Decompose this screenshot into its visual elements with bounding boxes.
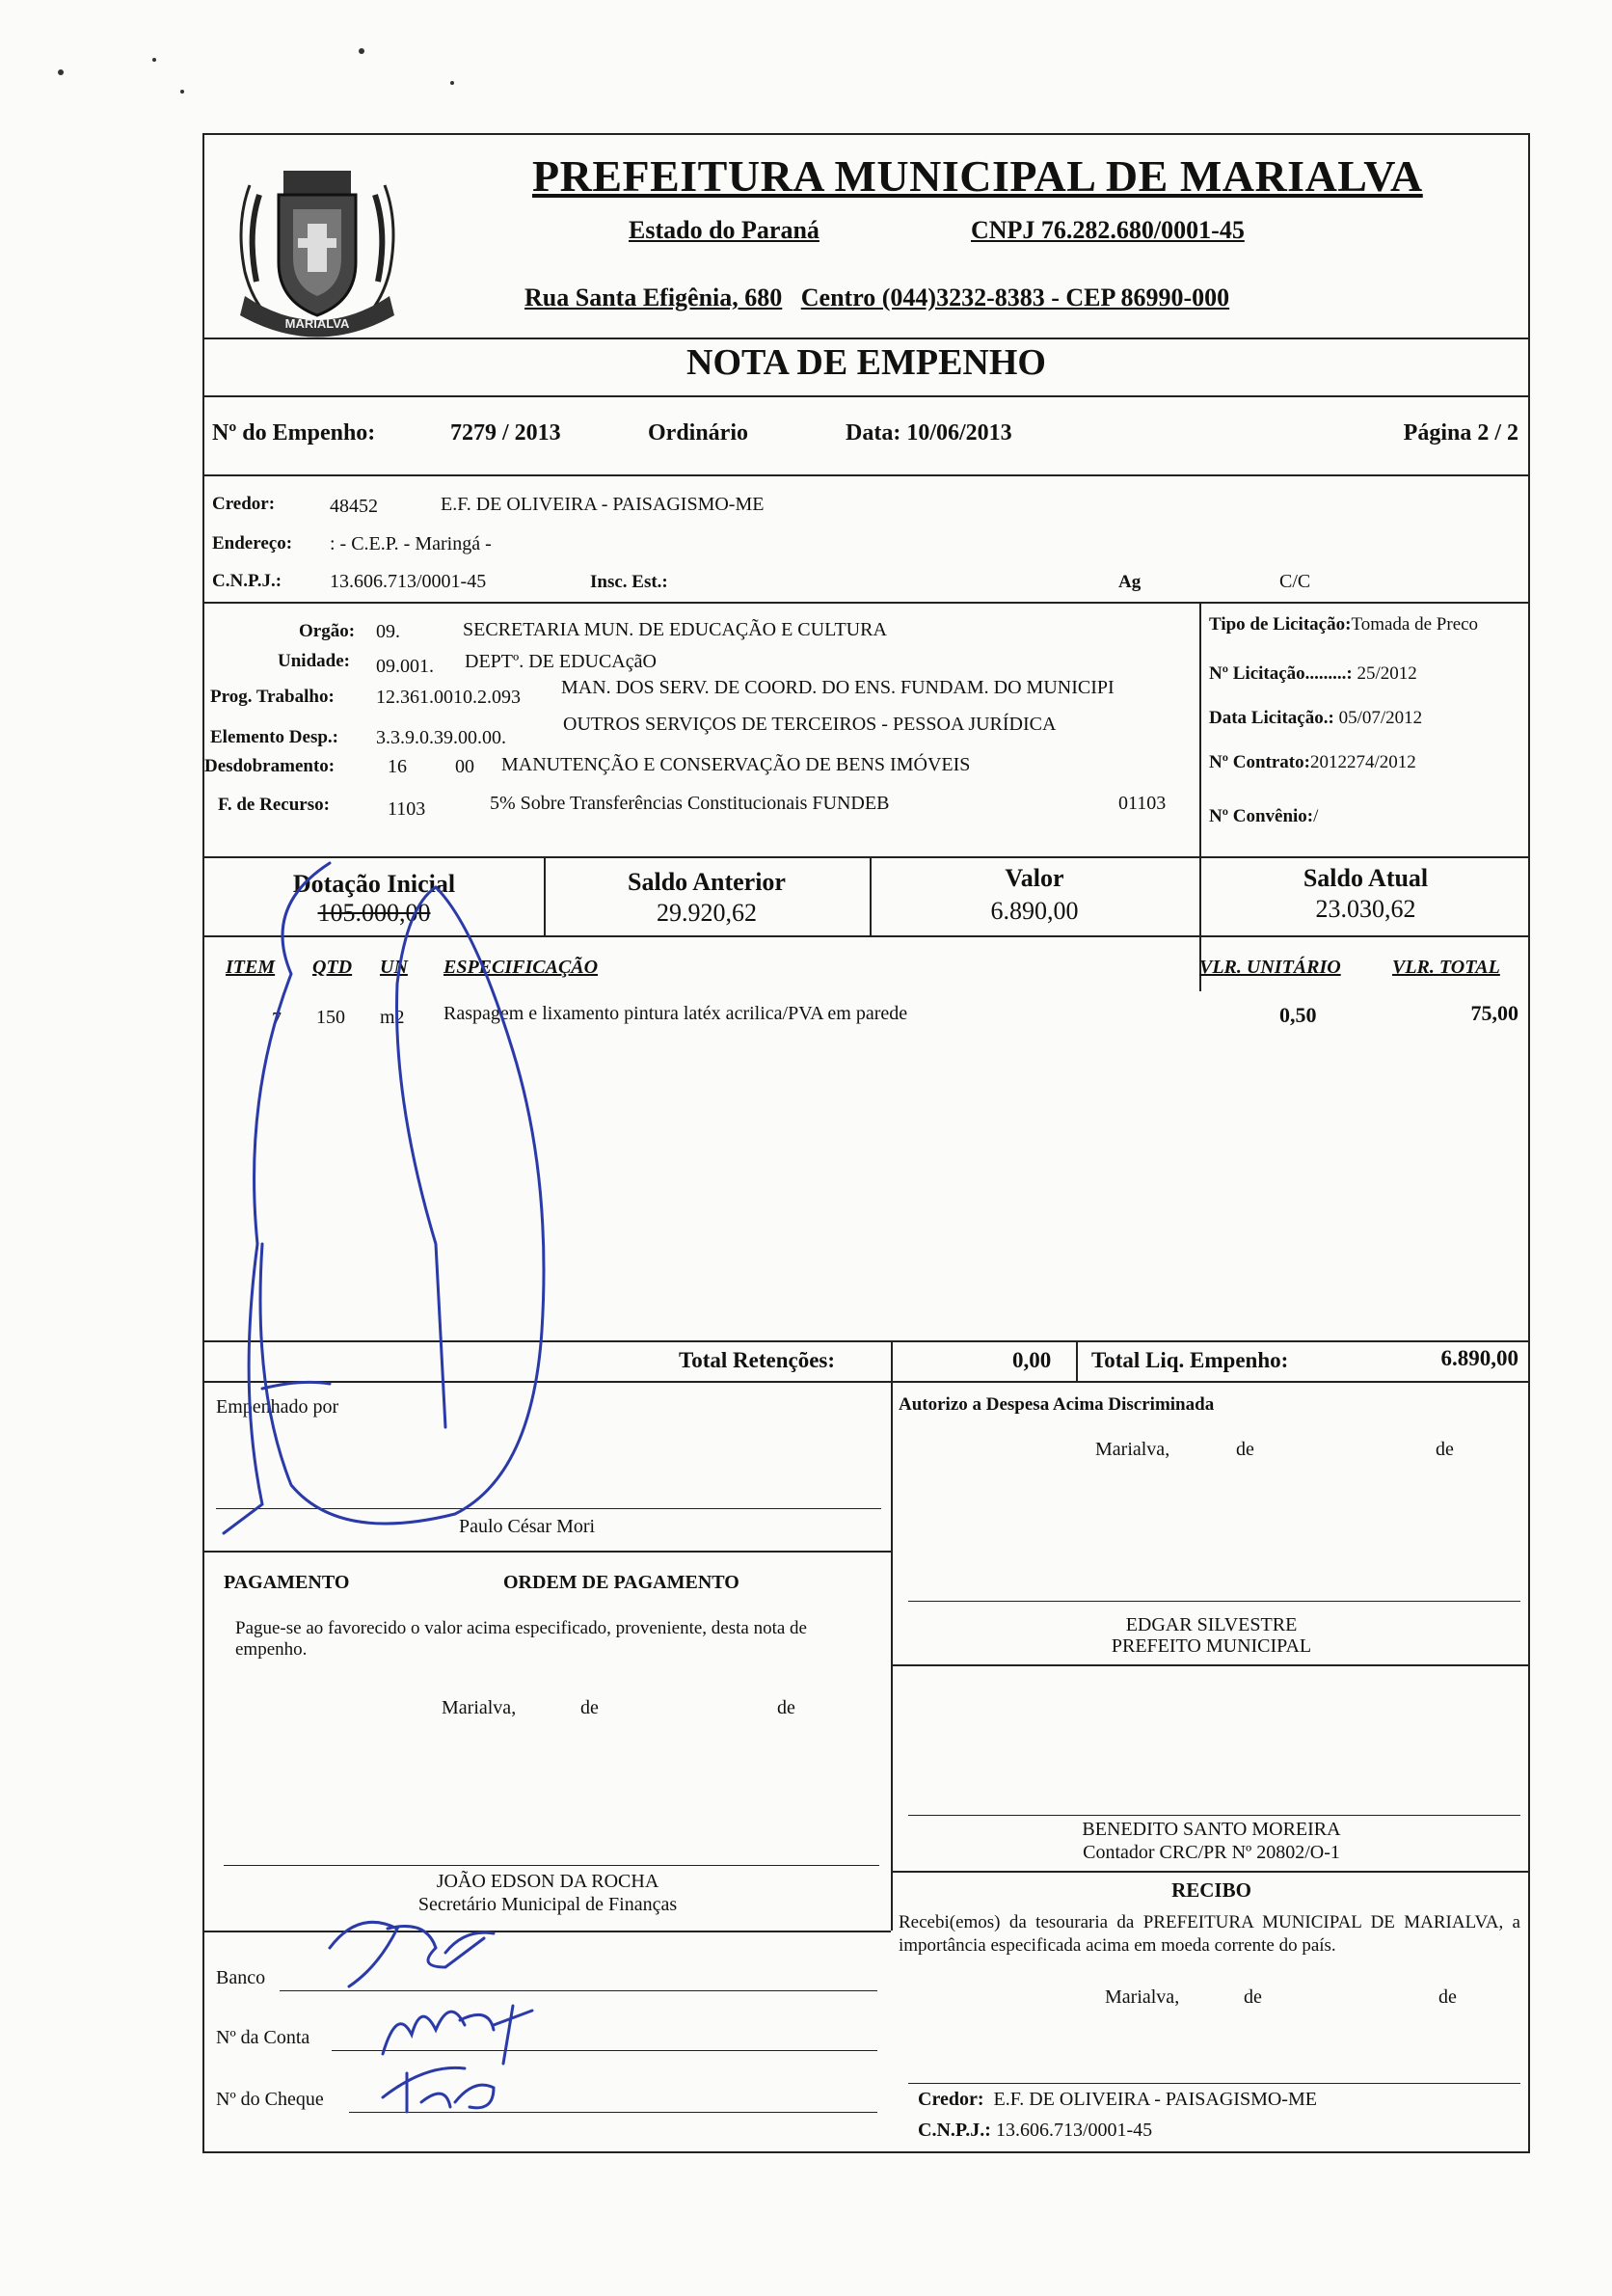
pagamento-label: PAGAMENTO xyxy=(224,1572,350,1593)
licitacao-data-value: 05/07/2012 xyxy=(1338,708,1423,728)
recibo-credor-value: E.F. DE OLIVEIRA - PAISAGISMO-ME xyxy=(993,2089,1317,2110)
col-qtd: QTD xyxy=(312,957,353,978)
total-liq-value: 6.890,00 xyxy=(1440,1346,1518,1370)
licitacao-numero-value: 25/2012 xyxy=(1357,663,1417,684)
prog-trabalho-code: 12.361.0010.2.093 xyxy=(376,687,521,708)
licitacao-data-label: Data Licitação.: xyxy=(1209,708,1334,728)
saldo-anterior-label: Saldo Anterior xyxy=(628,868,786,896)
pagamento-city: Marialva, xyxy=(442,1697,517,1718)
licitacao-tipo-label: Tipo de Licitação: xyxy=(1209,614,1352,635)
prefeito-name: EDGAR SILVESTRE xyxy=(1125,1614,1298,1635)
secretario-role: Secretário Municipal de Finanças xyxy=(417,1894,678,1915)
item-number: 7 xyxy=(272,1009,282,1030)
elemento-desp-name: OUTROS SERVIÇOS DE TERCEIROS - PESSOA JURÍDICA xyxy=(563,714,1057,735)
elemento-desp-code: 3.3.9.0.39.00.00. xyxy=(376,727,506,748)
empenho-type: Ordinário xyxy=(648,420,749,446)
unidade-code: 09.001. xyxy=(376,656,434,677)
scan-speck xyxy=(152,58,156,62)
credor-label: Credor: xyxy=(212,494,276,514)
conta-signature xyxy=(383,2006,532,2064)
recibo-credor-label: Credor: xyxy=(918,2089,984,2110)
recibo-cnpj-label: C.N.P.J.: xyxy=(918,2120,991,2141)
convenio-label: Nº Convênio: xyxy=(1209,806,1314,826)
address-street: Rua Santa Efigênia, 680 xyxy=(524,284,783,311)
endereco-value: : - C.E.P. - Maringá - xyxy=(330,533,492,554)
convenio-value: / xyxy=(1313,806,1319,826)
credor-code: 48452 xyxy=(330,496,378,517)
recibo-cnpj-value: 13.606.713/0001-45 xyxy=(995,2120,1153,2141)
desdobramento-code-b: 00 xyxy=(455,756,474,777)
dotacao-label: Dotação Inicial xyxy=(292,870,456,898)
empenhado-stroke xyxy=(262,1382,330,1389)
cheque-label: Nº do Cheque xyxy=(216,2089,324,2110)
nota-de-empenho-form xyxy=(202,133,1530,2153)
credor-cnpj: 13.606.713/0001-45 xyxy=(330,571,487,592)
pagamento-de1: de xyxy=(580,1697,599,1718)
big-scribble-signature xyxy=(224,863,544,1533)
item-un: m2 xyxy=(380,1007,405,1028)
banco-label: Banco xyxy=(216,1967,266,1988)
cheque-signature xyxy=(383,2067,494,2112)
agency-label: Ag xyxy=(1118,572,1142,592)
orgao-code: 09. xyxy=(376,621,400,642)
item-unit-value: 0,50 xyxy=(1279,1003,1317,1027)
orgao-name: SECRETARIA MUN. DE EDUCAÇÃO E CULTURA xyxy=(463,619,887,640)
contador-name: BENEDITO SANTO MOREIRA xyxy=(1082,1819,1341,1840)
recibo-text: Recebi(emos) da tesouraria da PREFEITURA MUNICIPAL DE MARIALVA, a importância especificada acima em moeda corrente do país. xyxy=(899,1912,1520,1956)
recurso-name: 5% Sobre Transferências Constitucionais FUNDEB xyxy=(490,793,890,814)
recurso-code: 1103 xyxy=(388,798,426,820)
dotacao-value: 105.000,00 xyxy=(317,899,431,927)
col-vlr-unitario: VLR. UNITÁRIO xyxy=(1199,957,1341,978)
pagamento-de2: de xyxy=(777,1697,795,1718)
col-un: UN xyxy=(380,957,408,978)
col-vlr-total: VLR. TOTAL xyxy=(1392,957,1500,978)
scan-speck xyxy=(450,81,454,85)
ordem-pagamento-label: ORDEM DE PAGAMENTO xyxy=(503,1572,739,1593)
autorizo-de2: de xyxy=(1436,1439,1454,1460)
recurso-number: 01103 xyxy=(1118,793,1167,814)
saldo-atual-label: Saldo Atual xyxy=(1303,864,1429,892)
prog-trabalho-name: MAN. DOS SERV. DE COORD. DO ENS. FUNDAM. DO MUNICIPI xyxy=(561,677,1115,698)
recibo-de2: de xyxy=(1438,1986,1457,2008)
prog-trabalho-label: Prog. Trabalho: xyxy=(210,687,335,707)
orgao-label: Orgão: xyxy=(299,621,356,641)
autorizo-city: Marialva, xyxy=(1095,1439,1170,1460)
scan-speck xyxy=(180,90,184,94)
prefeito-role: PREFEITO MUNICIPAL xyxy=(1111,1635,1312,1657)
valor-label: Valor xyxy=(1005,864,1064,892)
secretario-name: JOÃO EDSON DA ROCHA xyxy=(436,1871,659,1892)
page-number: Página 2 / 2 xyxy=(1403,420,1518,446)
document-title: NOTA DE EMPENHO xyxy=(686,342,1046,383)
endereco-label: Endereço: xyxy=(212,533,293,554)
recibo-de1: de xyxy=(1244,1986,1262,2008)
conta-label: Nº da Conta xyxy=(216,2027,310,2048)
scan-speck xyxy=(58,69,64,75)
unidade-label: Unidade: xyxy=(278,651,350,671)
recurso-label: F. de Recurso: xyxy=(218,795,330,815)
item-total-value: 75,00 xyxy=(1470,1001,1518,1025)
credor-name: E.F. DE OLIVEIRA - PAISAGISMO-ME xyxy=(441,494,765,515)
empenhado-name: Paulo César Mori xyxy=(459,1516,596,1537)
desdobramento-label: Desdobramento: xyxy=(204,756,336,776)
licitacao-tipo-value: Tomada de Preco xyxy=(1351,614,1479,635)
desdobramento-code-a: 16 xyxy=(388,756,407,777)
empenhado-label: Empenhado por xyxy=(216,1396,339,1418)
state-name: Estado do Paraná xyxy=(629,216,819,244)
address-rest: Centro (044)3232-8383 - CEP 86990-000 xyxy=(800,284,1230,311)
municipal-cnpj: CNPJ 76.282.680/0001-45 xyxy=(971,216,1245,244)
desdobramento-name: MANUTENÇÃO E CONSERVAÇÃO DE BENS IMÓVEIS xyxy=(501,754,971,775)
contrato-value: 2012274/2012 xyxy=(1309,752,1416,772)
saldo-atual-value: 23.030,62 xyxy=(1315,895,1416,923)
item-qtd: 150 xyxy=(316,1007,345,1028)
licitacao-numero-label: Nº Licitação.........: xyxy=(1209,663,1353,684)
unidade-name: DEPTº. DE EDUCAçãO xyxy=(465,651,657,672)
banco-signature xyxy=(330,1922,494,1986)
elemento-desp-label: Elemento Desp.: xyxy=(210,727,338,747)
autorizo-label: Autorizo a Despesa Acima Discriminada xyxy=(899,1394,1215,1415)
col-item: ITEM xyxy=(226,957,276,978)
contador-role: Contador CRC/PR Nº 20802/O-1 xyxy=(1083,1842,1340,1863)
saldo-anterior-value: 29.920,62 xyxy=(657,899,757,927)
empenho-number-label: Nº do Empenho: xyxy=(212,420,376,446)
total-retencoes-label: Total Retenções: xyxy=(679,1348,836,1372)
total-retencoes-value: 0,00 xyxy=(1012,1348,1052,1372)
recibo-city: Marialva, xyxy=(1105,1986,1180,2008)
account-label: C/C xyxy=(1279,571,1311,592)
scan-speck xyxy=(359,48,364,54)
credor-cnpj-label: C.N.P.J.: xyxy=(212,571,282,591)
total-liq-label: Total Liq. Empenho: xyxy=(1091,1348,1289,1372)
empenho-date: Data: 10/06/2013 xyxy=(846,420,1012,446)
handwritten-signatures xyxy=(204,135,1532,2155)
insc-est-label: Insc. Est.: xyxy=(590,572,668,592)
pagamento-text: Pague-se ao favorecido o valor acima especificado, proveniente, desta nota de empenho. xyxy=(235,1618,807,1660)
crest-text: MARIALVA xyxy=(284,316,350,331)
empenho-number: 7279 / 2013 xyxy=(450,420,561,446)
recibo-title: RECIBO xyxy=(1171,1878,1251,1902)
col-especificacao: ESPECIFICAÇÃO xyxy=(443,957,599,978)
page-title: PREFEITURA MUNICIPAL DE MARIALVA xyxy=(532,151,1423,201)
autorizo-de1: de xyxy=(1236,1439,1254,1460)
valor-value: 6.890,00 xyxy=(990,897,1079,925)
contrato-label: Nº Contrato: xyxy=(1209,752,1310,772)
item-description: Raspagem e lixamento pintura latéx acrilica/PVA em parede xyxy=(443,1003,908,1024)
